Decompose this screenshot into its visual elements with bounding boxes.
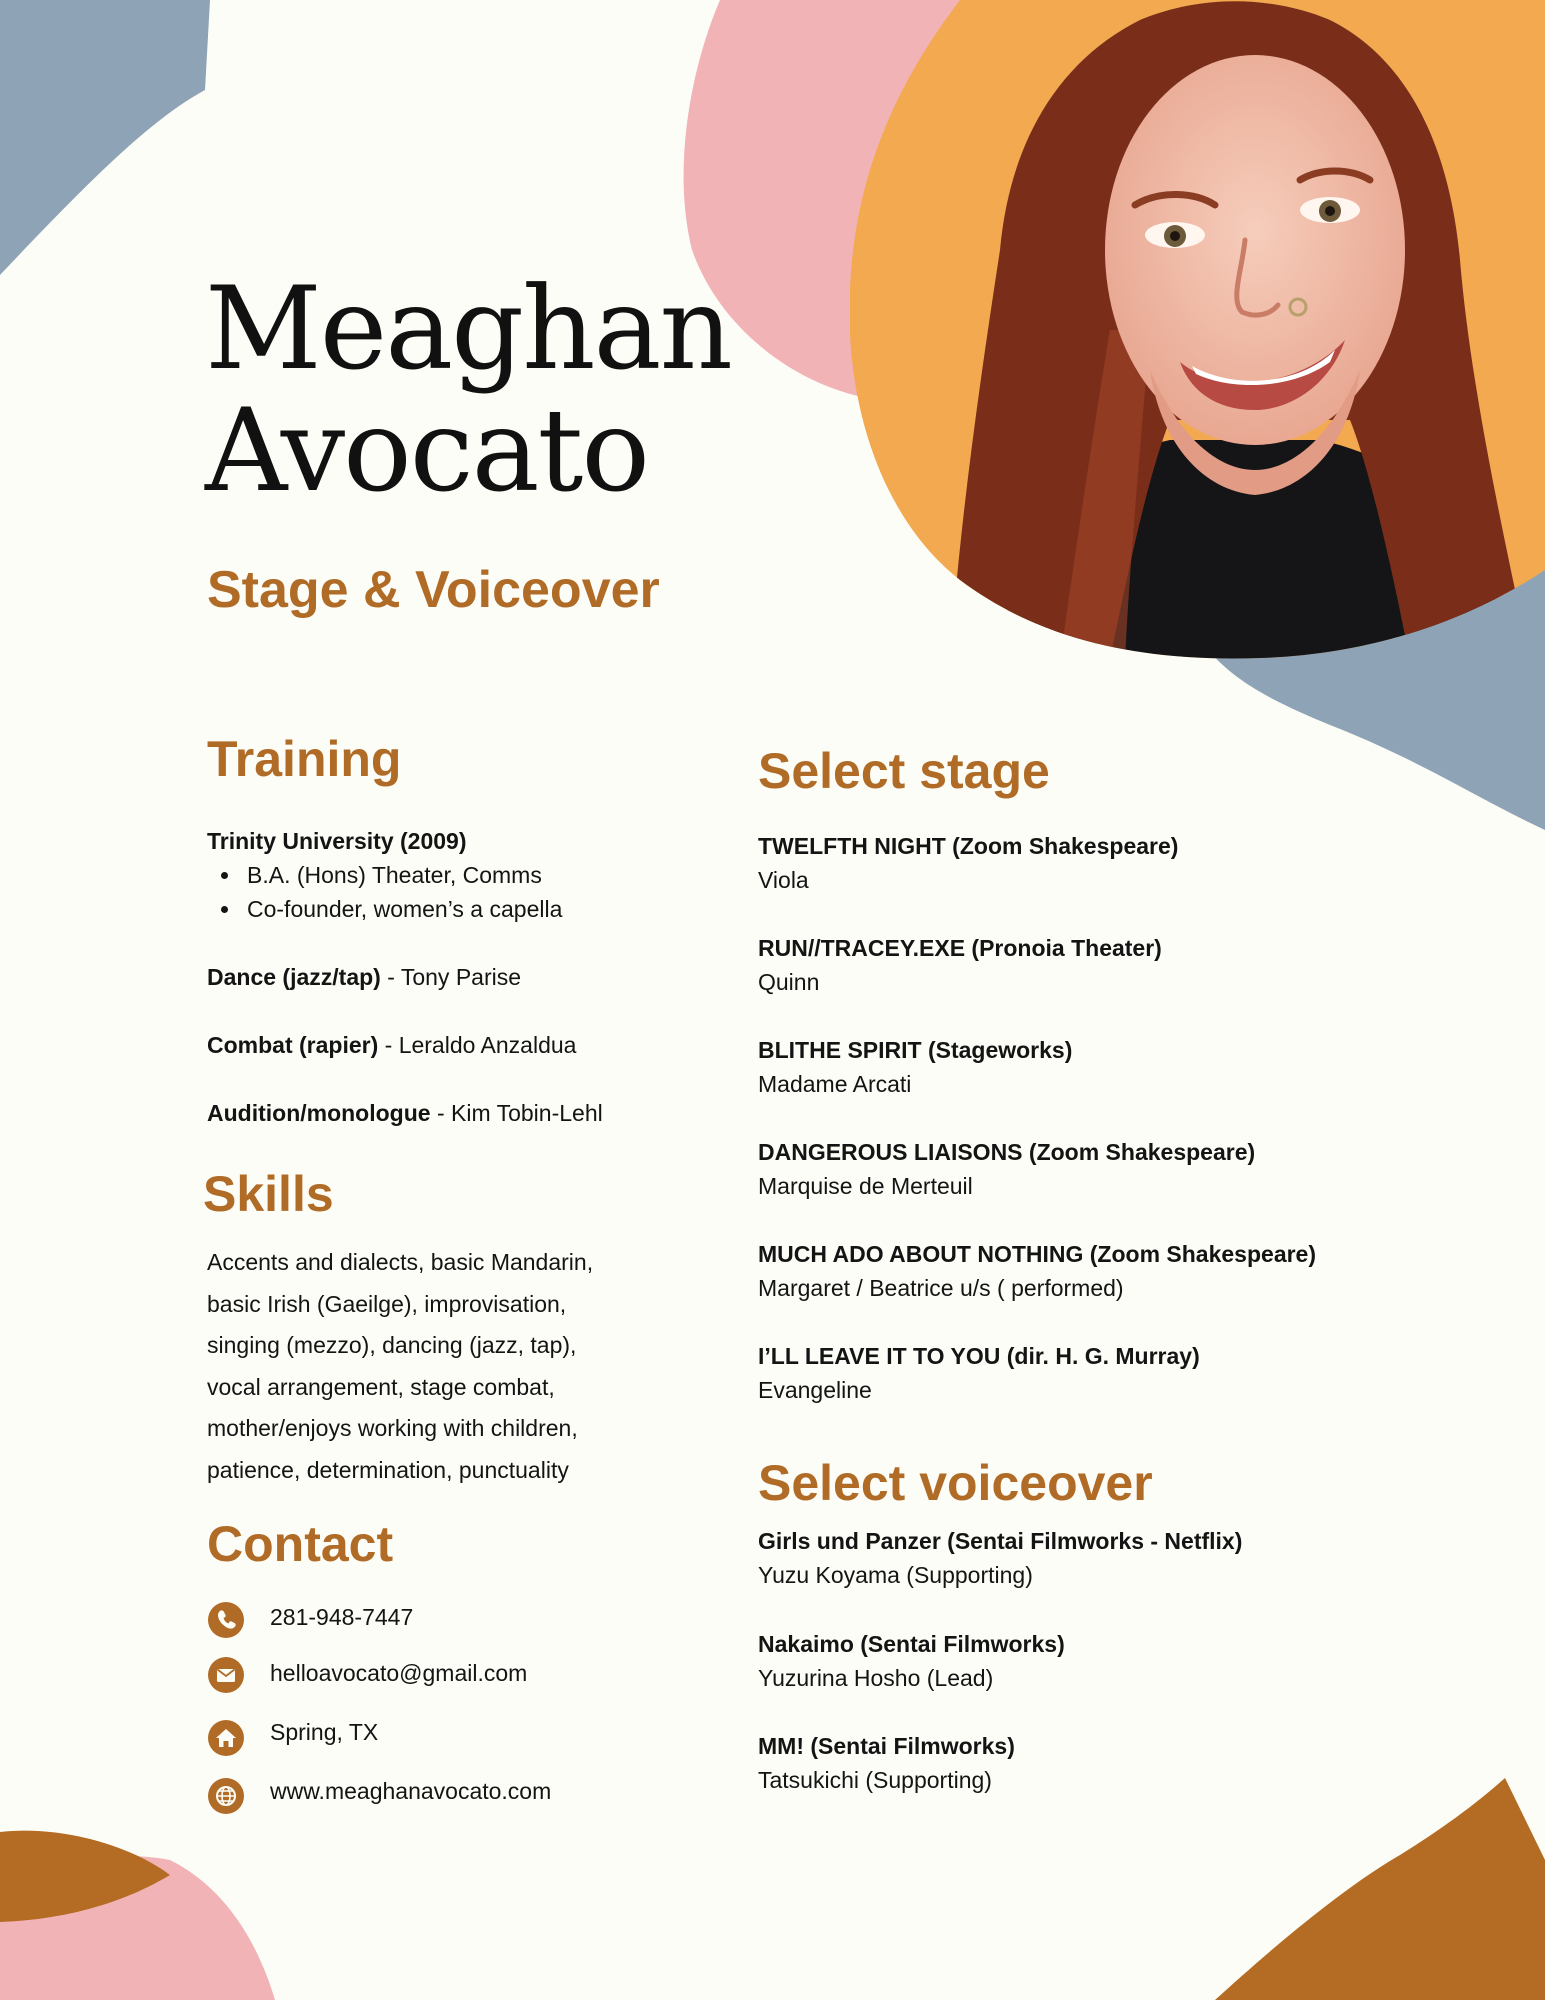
tagline: Stage & Voiceover xyxy=(207,561,660,619)
training-bullets xyxy=(207,858,562,926)
training-university: Trinity University (2009) xyxy=(207,828,467,854)
stage-role: MUCH ADO ABOUT NOTHING (Zoom Shakespeare) Margaret / Beatrice u/s ( performed) xyxy=(758,1241,1317,1301)
skills-heading: Skills xyxy=(203,1166,334,1222)
phone-icon xyxy=(208,1602,244,1638)
orange-blob-bottom-right xyxy=(1215,1778,1545,2000)
stage-role: TWELFTH NIGHT (Zoom Shakespeare) Viola xyxy=(758,833,1179,893)
contact-website[interactable]: www.meaghanavocato.com xyxy=(270,1778,552,1804)
first-name: Meaghan xyxy=(205,262,731,395)
stage-role: BLITHE SPIRIT (Stageworks) Madame Arcati xyxy=(758,1037,1073,1097)
list-item: Co-founder, women’s a capella xyxy=(207,892,562,926)
skills-line: basic Irish (Gaeilge), improvisation, xyxy=(207,1290,567,1317)
list-item: B.A. (Hons) Theater, Comms xyxy=(207,858,562,892)
contact-location: Spring, TX xyxy=(270,1719,379,1745)
globe-icon xyxy=(208,1778,244,1814)
profile-photo xyxy=(850,0,1545,660)
mail-icon xyxy=(208,1657,244,1693)
full-name xyxy=(205,262,731,517)
contact-email[interactable]: helloavocato@gmail.com xyxy=(270,1660,528,1686)
skills-line: singing (mezzo), dancing (jazz, tap), xyxy=(207,1332,577,1358)
slate-blob-top-left xyxy=(0,0,210,275)
voiceover-role: Nakaimo (Sentai Filmworks) Yuzurina Hosho (Lead) xyxy=(758,1631,1065,1691)
training-item-combat: Combat (rapier) - Leraldo Anzaldua xyxy=(207,1032,577,1058)
skills-text xyxy=(207,1242,627,1491)
training-item-audition: Audition/monologue - Kim Tobin-Lehl xyxy=(207,1100,603,1126)
skills-line: Accents and dialects, basic Mandarin, xyxy=(207,1249,594,1275)
contact-phone[interactable]: 281-948-7447 xyxy=(270,1604,414,1630)
voiceover-heading: Select voiceover xyxy=(758,1455,1153,1511)
stage-role: RUN//TRACEY.EXE (Pronoia Theater) Quinn xyxy=(758,935,1162,995)
skills-line: patience, determination, punctuality xyxy=(207,1456,569,1483)
training-item-dance: Dance (jazz/tap) - Tony Parise xyxy=(207,964,522,990)
skills-line: mother/enjoys working with children, xyxy=(207,1415,578,1441)
stage-heading: Select stage xyxy=(758,743,1050,799)
skills-line: vocal arrangement, stage combat, xyxy=(207,1373,555,1400)
training-heading: Training xyxy=(207,731,402,787)
stage-role: DANGEROUS LIAISONS (Zoom Shakespeare) Marquise de Merteuil xyxy=(758,1139,1256,1199)
home-icon xyxy=(208,1720,244,1756)
contact-heading: Contact xyxy=(207,1516,394,1572)
voiceover-role: Girls und Panzer (Sentai Filmworks - Netflix) Yuzu Koyama (Supporting) xyxy=(758,1528,1243,1588)
last-name: Avocato xyxy=(205,384,649,517)
stage-role: I’LL LEAVE IT TO YOU (dir. H. G. Murray) Evangeline xyxy=(758,1343,1200,1403)
voiceover-role: MM! (Sentai Filmworks) Tatsukichi (Supporting) xyxy=(758,1733,1015,1793)
